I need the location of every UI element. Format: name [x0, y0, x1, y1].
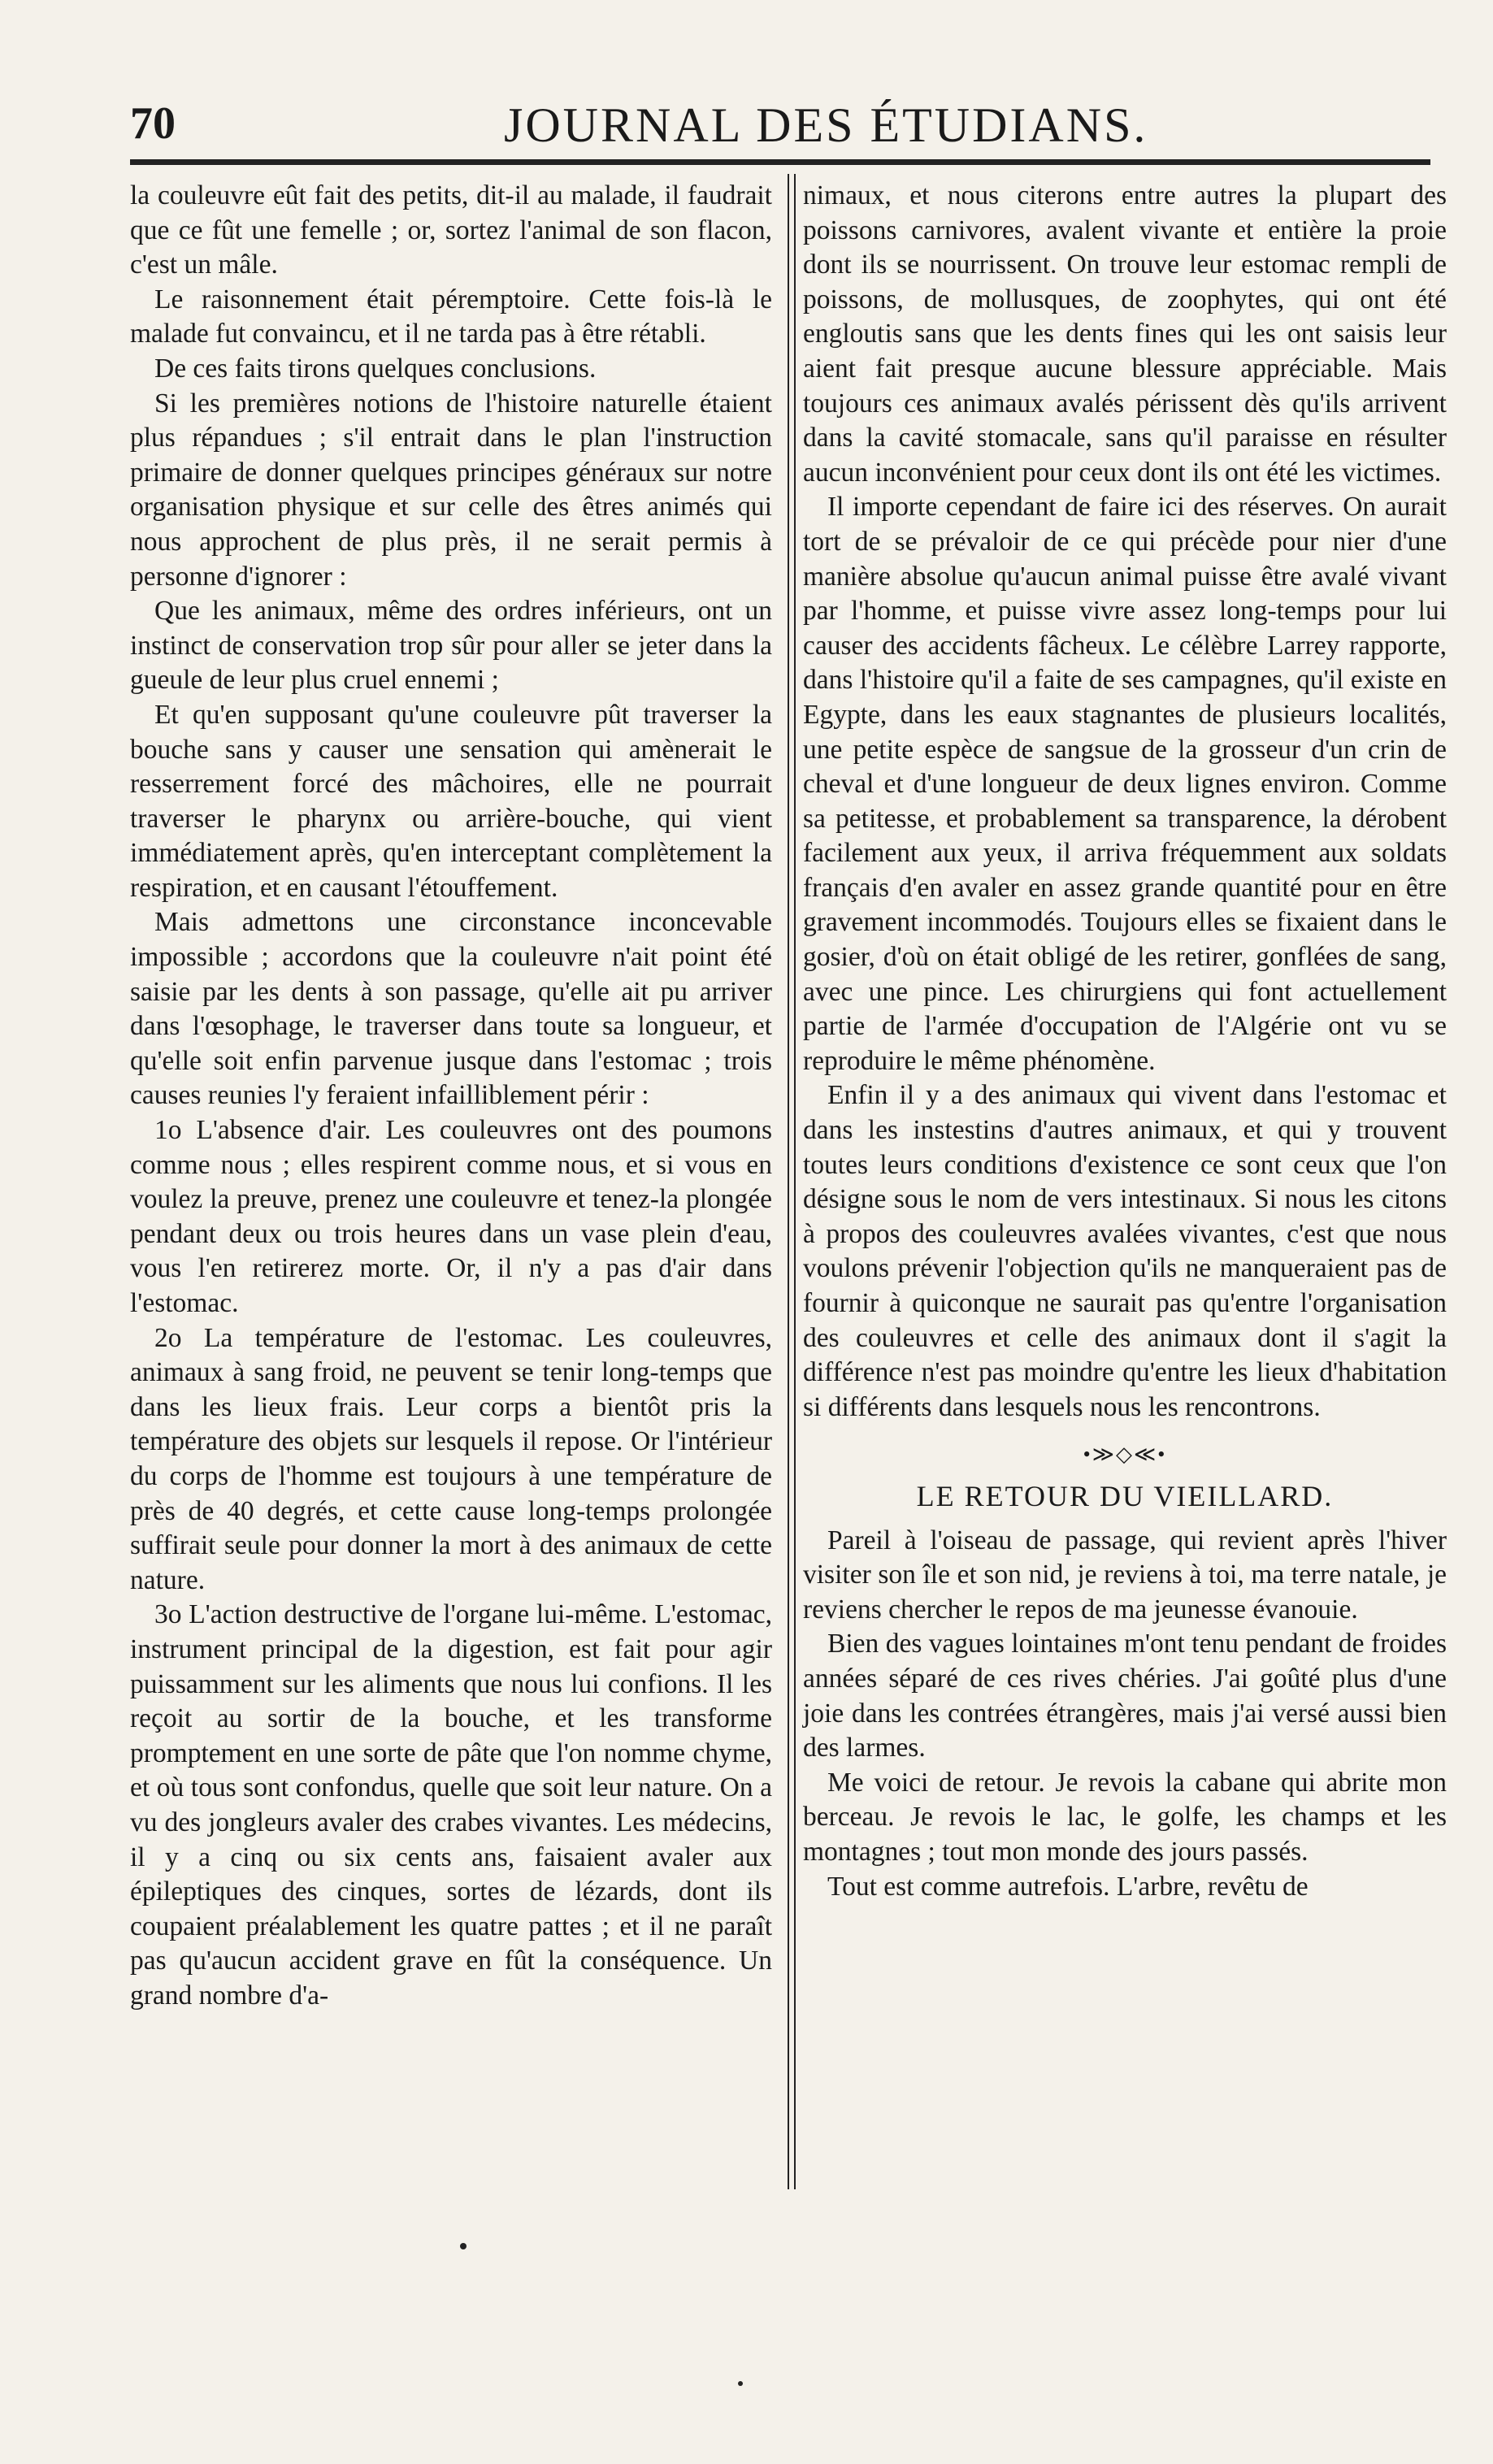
paragraph: Pareil à l'oiseau de passage, qui revient après l'hiver visiter son île et son nid, je reviens à toi, ma terre natale, je reviens chercher le repos de ma jeunesse évanouie. — [803, 1525, 1447, 1625]
paragraph: Me voici de retour. Je revois la cabane qui abrite mon berceau. Je revois le lac, le golfe, les champs et les montagnes ; tout mon monde des jours passés. — [803, 1767, 1447, 1867]
page-number: 70 — [130, 98, 176, 149]
ink-speck — [460, 2243, 467, 2249]
paragraph: De ces faits tirons quelques conclusions. — [154, 353, 597, 384]
section-ornament: •≫◇≪• — [1083, 1442, 1167, 1467]
header-rule — [130, 159, 1430, 165]
paragraph: Si les premières notions de l'histoire naturelle étaient plus répandues ; s'il entrait dans le plan l'instruction primaire de donner quelques principes généraux sur notre organisation physique et sur celle des êtres animés qui nous approchent de plus près, il ne serait permis à personne d'ignorer : — [130, 388, 772, 592]
paragraph: Que les animaux, même des ordres inférieurs, ont un instinct de conservation trop sûr pour aller se jeter dans la gueule de leur plus cruel ennemi ; — [130, 596, 772, 696]
ink-speck — [738, 2381, 743, 2386]
right-column — [803, 179, 1447, 1904]
column-divider — [788, 174, 796, 2189]
left-column — [130, 179, 772, 2013]
section-title: LE RETOUR DU VIEILLARD. — [916, 1479, 1334, 1512]
paragraph: Enfin il y a des animaux qui vivent dans l'estomac et dans les instestins d'autres animaux, et qui y trouvent toutes leurs conditions d'existence ce sont ceux que l'on désigne sous le nom de vers intestinaux. Si nous les citons à propos des couleuvres avalées vivantes, c'est que nous voulons prévenir l'objection qu'ils ne manqueraient pas de fournir à quiconque ne saurait pas qu'entre l'organisation des couleuvres et celle des animaux dont il s'agit la différence n'est pas moindre qu'entre les lieux d'habitation si différents dans lesquels nous les rencontrons. — [803, 1080, 1447, 1422]
paragraph: Il importe cependant de faire ici des réserves. On aurait tort de se prévaloir de ce qui précède pour nier d'une manière absolue qu'aucun animal puisse être avalé vivant par l'homme, et puisse vivre assez long-temps pour lui causer des accidents fâcheux. Le célèbre Larrey rapporte, dans l'histoire qu'il a faite de ses campagnes, qu'il existe en Egypte, dans les eaux stagnantes de plusieurs localités, une petite espèce de sangsue de la grosseur d'un crin de cheval et d'une longueur de deux lignes environ. Comme sa petitesse, et probablement sa transparence, la dérobent facilement aux yeux, il arriva fréquemment aux soldats français d'en avaler en assez grande quantité pour en être gravement incommodés. Toujours elles se fixaient dans le gosier, d'où on était obligé de les retirer, gonflées de sang, avec une pince. Les chirurgiens qui font actuellement partie de l'armée d'occupation de l'Algérie ont vu se reproduire le même phénomène. — [803, 492, 1447, 1076]
paragraph: la couleuvre eût fait des petits, dit-il au malade, il faudrait que ce fût une femelle ; or, sortez l'animal de son flacon, c'est un mâle. — [130, 180, 772, 280]
paragraph: Et qu'en supposant qu'une couleuvre pût traverser la bouche sans y causer une sensation qui amènerait le resserrement forcé des mâchoires, elle ne pourrait traverser le pharynx ou arrière-bouche, qui vient immédiatement après, qu'en interceptant complètement la respiration, et en causant l'étouffement. — [130, 699, 772, 903]
paragraph: 3o L'action destructive de l'organe lui-même. L'estomac, instrument principal de la digestion, est fait pour agir puissamment sur les aliments que nous lui confions. Il les reçoit au sortir de la bouche, et les transforme promptement en une sorte de pâte que l'on nomme chyme, et où tous sont confondus, quelle que soit leur nature. On a vu des jongleurs avaler des crabes vivantes. Les médecins, il y a cinq ou six cents ans, faisaient avaler aux épileptiques des cinques, sortes de lézards, dont ils coupaient préalablement les quatre pattes ; et il ne paraît pas qu'aucun accident grave en fût la conséquence. Un grand nombre d'a- — [130, 1599, 772, 2011]
paragraph: Le raisonnement était péremptoire. Cette fois-là le malade fut convaincu, et il ne tarda pas à être rétabli. — [130, 284, 772, 349]
running-title: JOURNAL DES ÉTUDIANS. — [504, 98, 1148, 152]
paragraph: Tout est comme autrefois. L'arbre, revêtu de — [827, 1871, 1309, 1902]
paragraph: Mais admettons une circonstance inconcevable impossible ; accordons que la couleuvre n'ait point été saisie par les dents à son passage, qu'elle ait pu arriver dans l'œsophage, le traverser dans toute sa longueur, et qu'elle soit enfin parvenue jusque dans l'estomac ; trois causes reunies l'y feraient infailliblement périr : — [130, 907, 772, 1111]
paragraph: 2o La température de l'estomac. Les couleuvres, animaux à sang froid, ne peuvent se tenir long-temps que dans les lieux frais. Leur corps a bientôt pris la température des objets sur lesquels il repose. Or l'intérieur du corps de l'homme est toujours à une température de près de 40 degrés, et cette cause long-temps prolongée suffirait seule pour donner la mort à des animaux de cette nature. — [130, 1322, 772, 1595]
paragraph: nimaux, et nous citerons entre autres la plupart des poissons carnivores, avalent vivante et entière la proie dont ils se nourrissent. On trouve leur estomac rempli de poissons, de mollusques, de zoophytes, qui ont été engloutis sans que les dents fines qui les ont saisis leur aient fait presque aucune blessure appréciable. Mais toujours ces animaux avalés périssent dès qu'ils arrivent dans la cavité stomacale, sans qu'il paraisse en résulter aucun inconvénient pour ceux dont ils ont été les victimes. — [803, 180, 1447, 488]
page-header — [130, 98, 1430, 154]
paragraph: 1o L'absence d'air. Les couleuvres ont des poumons comme nous ; elles respirent comme nous, et si vous en voulez la preuve, prenez une couleuvre et tenez-la plongée pendant deux ou trois heures dans un vase plein d'eau, vous l'en retirerez morte. Or, il n'y a pas d'air dans l'estomac. — [130, 1115, 772, 1318]
paragraph: Bien des vagues lointaines m'ont tenu pendant de froides années séparé de ces rives chéries. J'ai goûté plus d'une joie dans les contrées étrangères, mais j'ai versé aussi bien des larmes. — [803, 1629, 1447, 1763]
